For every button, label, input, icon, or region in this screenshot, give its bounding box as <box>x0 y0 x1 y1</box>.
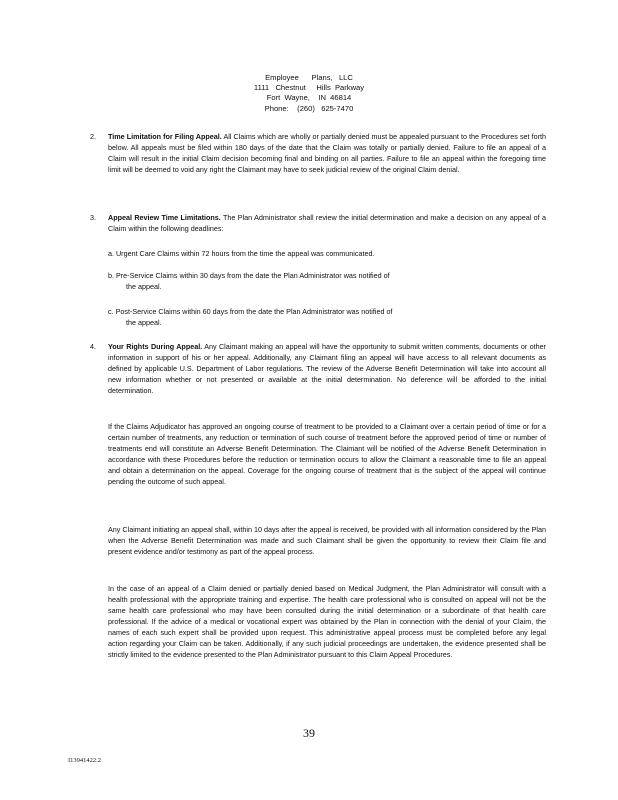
paragraph-medical-judgment: In the case of an appeal of a Claim denied or partially denied based on Medical Judgment, the Plan Administrator will consult with a health professional with the appropriate training and expertise. The health care professional who is consulted on appeal will not be the same health care professional who may have been consulted during the initial determination or a subordinate of that health care professional. If the advice of a medical or vocational expert was obtained by the Plan in connection with the denial of your Claim, the names of each such expert shall be provided upon request. This administrative appeal process must be completed before any legal action regarding your Claim can be taken. Additionally, if any such judicial proceedings are undertaken, the evidence presented shall be strictly limited to the evidence presented to the Plan Administrator pursuant to this Claim Appeal Procedures. <box>108 584 546 659</box>
list-item-post-service <box>108 306 546 328</box>
section-number: 3. <box>90 213 96 222</box>
section-text: Any Claimant making an appeal will have the opportunity to submit written comments, documents or other information in support of his or her appeal. Additionally, any Claimant filing an appeal will have access to all relevant documents as defined by applicable U.S. Department of Labor regulations. The review of the Adverse Benefit Determination will take into account all new information whether or not presented or available at the initial determination. No deference will be afforded to the initial determination. <box>108 342 546 395</box>
section-title: Your Rights During Appeal. <box>108 342 203 351</box>
list-item-text: a. Urgent Care Claims within 72 hours from the time the appeal was communicated. <box>108 249 375 258</box>
section-text: All Claims which are wholly or partially denied must be appealed pursuant to the Procedures set forth below. All appeals must be filed within 180 days of the date that the Claim was totally or partially denied. Failure to file an appeal of a Claim will result in the initial Claim decision becoming final and binding on all parties. Failure to file an appeal within the foregoing time limit will be deemed to void any right the Claimant may have to seek judicial review of the original Claim denial. <box>108 132 546 174</box>
section-number: 2. <box>90 132 96 141</box>
section-text: The Plan Administrator shall review the initial determination and make a decision on any appeal of a Claim within the following deadlines: <box>108 213 546 233</box>
list-item-text: b. Pre-Service Claims within 30 days from the date the Plan Administrator was notified of <box>108 271 390 280</box>
section-title: Time Limitation for Filing Appeal. <box>108 132 222 141</box>
section-appeal-review-time-limitations <box>90 212 546 234</box>
section-number: 4. <box>90 342 96 351</box>
document-id: I13941422.2 <box>68 757 102 764</box>
section-title: Appeal Review Time Limitations. <box>108 213 221 222</box>
list-item-pre-service <box>108 270 546 292</box>
address-line-phone: Phone: (260) 625-7470 <box>264 103 354 113</box>
list-item-urgent-care <box>108 248 546 259</box>
list-item-continuation: the appeal. <box>126 282 162 291</box>
address-line-street: 1111 Chestnut Hills Parkway <box>253 83 365 93</box>
list-item-continuation: the appeal. <box>126 318 162 327</box>
address-line-company: Employee Plans, LLC <box>265 73 353 82</box>
section-your-rights-during-appeal <box>90 341 546 396</box>
paragraph-appeal-information: Any Claimant initiating an appeal shall, within 10 days after the appeal is received, be provided with all information considered by the Plan when the Adverse Benefit Determination was made and such Claimant shall be given the opportunity to review their Claim file and present evidence and/or testimony as part of the appeal process. <box>108 525 546 556</box>
list-item-text: c. Post-Service Claims within 60 days from the date the Plan Administrator was notified of <box>108 307 393 316</box>
company-address-block <box>0 73 618 114</box>
section-time-limitation <box>90 131 546 175</box>
paragraph-ongoing-treatment: If the Claims Adjudicator has approved an ongoing course of treatment to be provided to a Claimant over a certain period of time or for a certain number of treatments, any reduction or termination of such course of treatment before the approved period of time or number of treatments end will constitute an Adverse Benefit Determination. The Claimant will be notified of the Adverse Benefit Determination in accordance with these Procedures before the reduction or termination occurs to allow the Claimant a reasonable time to file an appeal and obtain a determination on the appeal. Coverage for the ongoing course of treatment that is the subject of the appeal will continue pending the outcome of such appeal. <box>108 422 546 486</box>
address-line-city: Fort Wayne, IN 46814 <box>266 93 352 103</box>
page-number: 39 <box>303 726 315 740</box>
